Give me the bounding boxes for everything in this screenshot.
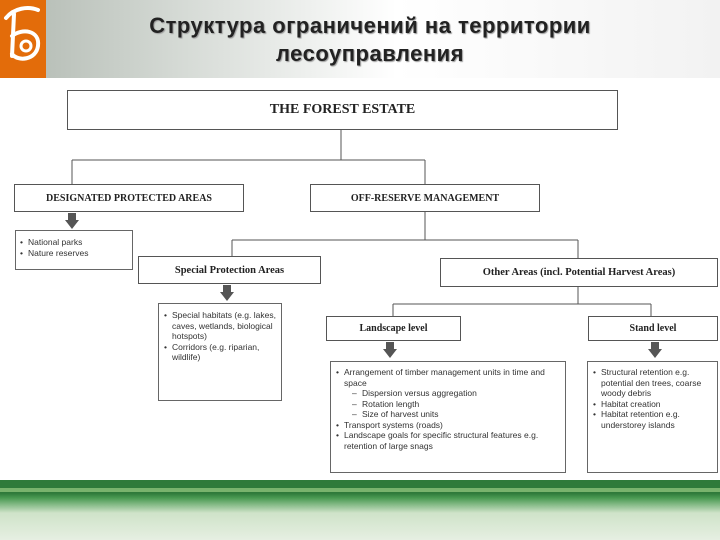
list-item: • Corridors (e.g. riparian, wildlife) (164, 342, 276, 363)
forest-estate-box (67, 90, 618, 130)
stand-items-list (587, 361, 718, 473)
list-item: • Landscape goals for specific structural features e.g. retention of large snags (336, 430, 560, 451)
list-item: • Nature reserves (20, 248, 128, 259)
designated-protected-areas-label: DESIGNATED PROTECTED AREAS (46, 192, 212, 204)
off-reserve-management-label: OFF-RESERVE MANAGEMENT (350, 192, 500, 204)
footer-stripe (0, 488, 720, 492)
list-item: • Transport systems (roads) (336, 420, 560, 431)
list-item: • National parks (20, 237, 128, 248)
other-areas-box (440, 258, 718, 287)
list-item: • Habitat creation (593, 399, 712, 410)
special-protection-areas-box (138, 256, 321, 284)
down-arrow-icon (383, 342, 397, 358)
list-item-text: Arrangement of timber management units in time and space (344, 367, 545, 388)
list-item: • Structural retention e.g. potential den trees, coarse woody debris (593, 367, 712, 399)
list-item: • Special habitats (e.g. lakes, caves, wetlands, biological hotspots) (164, 310, 276, 342)
slide-title-line1: Структура ограничений на территории (149, 13, 591, 38)
other-areas-label: Other Areas (incl. Potential Harvest Areas) (482, 267, 676, 278)
designated-protected-areas-box (14, 184, 244, 212)
sub-item: – Size of harvest units (344, 409, 560, 420)
landscape-level-box (326, 316, 461, 341)
down-arrow-icon (648, 342, 662, 358)
special-items-list (158, 303, 282, 401)
list-item: • Habitat retention e.g. understorey islands (593, 409, 712, 430)
sub-item: – Dispersion versus aggregation (344, 388, 560, 399)
special-protection-areas-label: Special Protection Areas (174, 264, 285, 276)
sub-item: – Rotation length (344, 399, 560, 410)
stand-level-box (588, 316, 718, 341)
down-arrow-icon (220, 285, 234, 301)
list-item (336, 367, 560, 420)
off-reserve-management-box (310, 184, 540, 212)
slide-title-line2: лесоуправления (275, 41, 465, 66)
down-arrow-icon (65, 213, 79, 229)
landscape-level-label: Landscape level (359, 323, 428, 334)
stand-level-label: Stand level (629, 323, 677, 334)
landscape-items-list (330, 361, 566, 473)
forest-estate-label: THE FOREST ESTATE (269, 102, 416, 117)
designated-items-list (15, 230, 133, 270)
